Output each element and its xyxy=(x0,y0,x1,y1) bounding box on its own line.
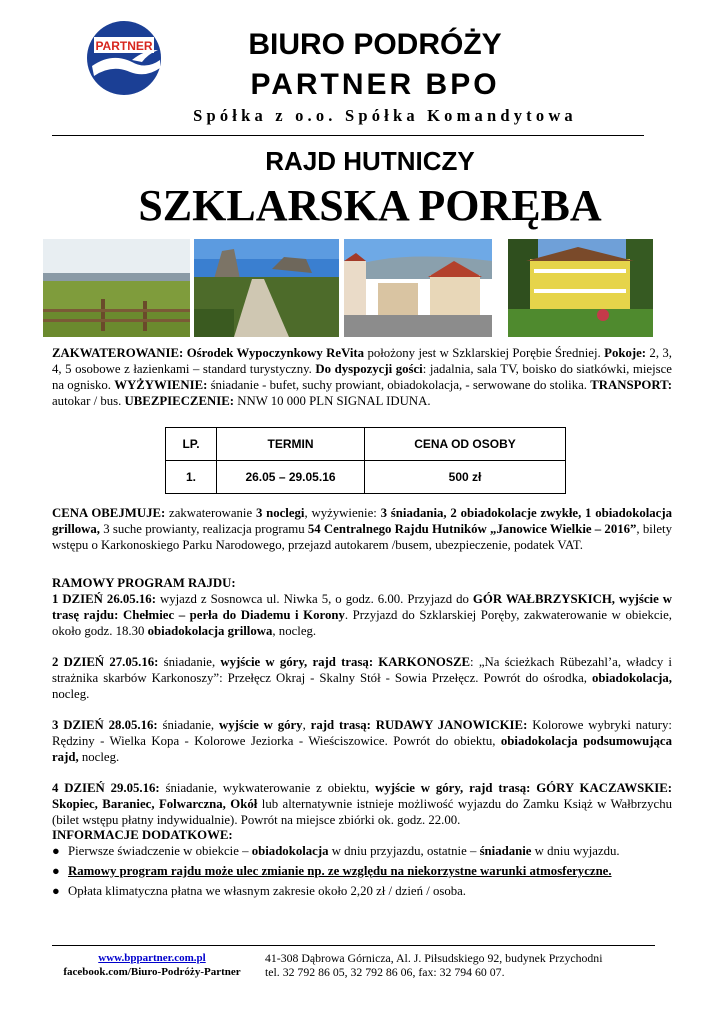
photo-town-street xyxy=(344,239,492,337)
amenities-label: Do dyspozycji gości xyxy=(315,362,423,376)
price-includes-paragraph xyxy=(52,505,672,553)
table-row xyxy=(166,461,566,494)
day-4-label: 4 DZIEŃ 29.05.16: xyxy=(52,781,160,795)
info-bullet-1 xyxy=(52,843,672,859)
event-location: SZKLARSKA PORĘBA xyxy=(138,181,602,230)
info-bullet-3 xyxy=(52,883,672,899)
cell-term: 26.05 – 29.05.16 xyxy=(217,461,365,494)
rooms-label: Pokoje: xyxy=(604,346,647,360)
text-span: śniadanie, wykwaterowanie z obiektu, xyxy=(159,781,376,795)
first-service: obiadokolacja xyxy=(251,844,329,858)
day-1-route: GÓR WAŁBRZYSKICH, wyjście w trasę rajdu: Chełmiec – perła do Diademu i Korony xyxy=(52,592,672,622)
day-2-label: 2 DZIEŃ 27.05.16: xyxy=(52,655,159,669)
agency-legal-form: Spółka z o.o. Spółka Komandytowa xyxy=(193,106,577,125)
day-2 xyxy=(52,654,672,702)
day-4-route: wyjście w góry, rajd trasą: GÓRY KACZAWSKIE: Skopiec, Baraniec, Folwarczna, Okół xyxy=(52,781,672,811)
header-divider xyxy=(52,135,644,136)
text-span: : jadalnia, sala TV, boisko do siatkówki, miejsce na ognisko. xyxy=(52,362,672,392)
nights-count: 3 noclegi xyxy=(255,506,305,520)
cell-lp: 1. xyxy=(166,461,217,494)
insurance-label: UBEZPIECZENIE: xyxy=(124,394,235,408)
address: 41-308 Dąbrowa Górnicza, Al. J. Piłsudskiego 92, budynek Przychodni xyxy=(265,951,603,965)
climate-fee-note: Opłata klimatyczna płatna we własnym zakresie około 2,20 zł / dzień / osoba. xyxy=(68,884,467,898)
footer-links xyxy=(52,951,252,979)
text-span: śniadanie, xyxy=(157,718,219,732)
text-span: w dniu przyjazdu, ostatnie – xyxy=(328,844,480,858)
program-change-note: Ramowy program rajdu może ulec zmianie np. ze względu na niekorzystne warunki atmosferyczne. xyxy=(68,864,612,878)
phone-numbers: tel. 32 792 86 05, 32 792 86 06, fax: 32 794 60 07. xyxy=(265,965,505,979)
photo-rocks-trail xyxy=(194,239,339,337)
day-1-dinner: obiadokolacja grillowa xyxy=(147,624,273,638)
header-price: CENA OD OSOBY xyxy=(365,428,566,461)
footer-divider xyxy=(52,945,655,946)
meals-summary: 3 śniadania, 2 obiadokolacje zwykłe, 1 obiadokolacja grillowa, xyxy=(52,506,673,536)
program-section xyxy=(52,575,672,828)
bullet-icon: ● xyxy=(52,864,60,878)
text-span: NNW 10 000 PLN SIGNAL IDUNA. xyxy=(234,394,431,408)
text-span: nocleg. xyxy=(52,687,90,701)
info-bullet-2 xyxy=(52,863,672,879)
day-3-label: 3 DZIEŃ 28.05.16: xyxy=(52,718,158,732)
day-3 xyxy=(52,717,672,765)
table-header-row xyxy=(166,428,566,461)
text-span: lub alternatywnie istnieje możliwość wyjazdu do Zamku Książ w Wałbrzychu (bilet wstępu płatny indywidualnie). Powrót na miejsce zbiórki ok. godz. 22.00. xyxy=(52,797,673,827)
photo-hotel-building xyxy=(508,239,653,337)
bullet-icon: ● xyxy=(52,884,60,898)
day-1 xyxy=(52,591,672,639)
program-heading: RAMOWY PROGRAM RAJDU: xyxy=(52,576,236,590)
venue-name: Ośrodek Wypoczynkowy ReVita xyxy=(186,346,365,360)
text-span: wyjazd z Sosnowca ul. Niwka 5, o godz. 6.00. Przyjazd do xyxy=(155,592,473,606)
additional-info-section xyxy=(52,827,672,899)
header-lp: LP. xyxy=(166,428,217,461)
cell-price: 500 zł xyxy=(365,461,566,494)
price-table xyxy=(165,427,566,494)
day-3-dinner: obiadokolacja podsumowująca rajd, xyxy=(52,734,672,764)
text-span: , xyxy=(302,718,311,732)
includes-label: CENA OBEJMUJE: xyxy=(52,506,166,520)
text-span: Kolorowe wybryki natury: Rędziny - Wielka Kopa - Kolorowe Jeziorka - Wieściszowice. Powrót do obiektu, xyxy=(52,718,672,748)
text-span: , bilety wstępu o Karkonoskiego Parku Narodowego, przejazd autokarem /busem, ubezpieczenie, podatek VAT. xyxy=(52,522,672,552)
facebook-link[interactable]: facebook.com/Biuro-Podróży-Partner xyxy=(63,966,241,978)
meals-label: WYŻYWIENIE: xyxy=(114,378,208,392)
accommodation-label: ZAKWATEROWANIE: xyxy=(52,346,184,360)
accommodation-paragraph xyxy=(52,345,672,409)
transport-label: TRANSPORT: xyxy=(590,378,672,392)
text-span: . Przyjazd do Szklarskiej Poręby, zakwaterowanie w obiekcie, około godz. 18.30 xyxy=(52,608,672,638)
text-span: śniadanie - bufet, suchy prowiant, obiadokolacja, - serwowane do stolika. xyxy=(207,378,591,392)
day-4 xyxy=(52,780,672,828)
last-service: śniadanie xyxy=(479,844,532,858)
day-3-hike: wyjście w góry xyxy=(218,718,303,732)
logo-text: PARTNER xyxy=(95,39,153,53)
text-span: 3 suche prowianty, realizacja programu xyxy=(99,522,308,536)
event-title: RAJD HUTNICZY xyxy=(265,146,475,176)
text-span: 2, 3, 4, 5 osobowe z łazienkami – standard turystyczny. xyxy=(52,346,672,376)
company-logo xyxy=(86,20,162,96)
agency-name-line2: PARTNER BPO xyxy=(250,68,500,101)
website-link[interactable]: www.bppartner.com.pl xyxy=(98,952,206,964)
text-span: śniadanie, xyxy=(158,655,221,669)
program-name: 54 Centralnego Rajdu Hutników „Janowice Wielkie – 2016” xyxy=(307,522,637,536)
text-span: w dniu wyjazdu. xyxy=(531,844,620,858)
bullet-icon: ● xyxy=(52,844,60,858)
text-span: zakwaterowanie xyxy=(165,506,256,520)
info-heading: INFORMACJE DODATKOWE: xyxy=(52,828,233,842)
text-span: położony jest w Szklarskiej Porębie Średniej. xyxy=(364,346,605,360)
day-1-label: 1 DZIEŃ 26.05.16: xyxy=(52,592,156,606)
text-span: Pierwsze świadczenie w obiekcie – xyxy=(68,844,252,858)
text-span: nocleg. xyxy=(78,750,120,764)
text-span: : „Na ścieżkach Rübezahl’a, władcy i strażnika skarbów Karkonoszy”: Przełęcz Okraj - Skalny Stół - Sowia Przełęcz. Powrót do ośrodka, xyxy=(52,655,672,685)
text-span: , wyżywienie: xyxy=(304,506,381,520)
agency-name-line1: BIURO PODRÓŻY xyxy=(248,28,502,61)
header-term: TERMIN xyxy=(217,428,365,461)
photo-meadow xyxy=(43,239,190,337)
text-span: , nocleg. xyxy=(272,624,317,638)
day-3-route: rajd trasą: RUDAWY JANOWICKIE: xyxy=(310,718,528,732)
text-span: autokar / bus. xyxy=(52,394,125,408)
day-2-route: wyjście w góry, rajd trasą: KARKONOSZE xyxy=(220,655,471,669)
footer-contact xyxy=(265,951,685,979)
day-2-dinner: obiadokolacja, xyxy=(592,671,672,685)
